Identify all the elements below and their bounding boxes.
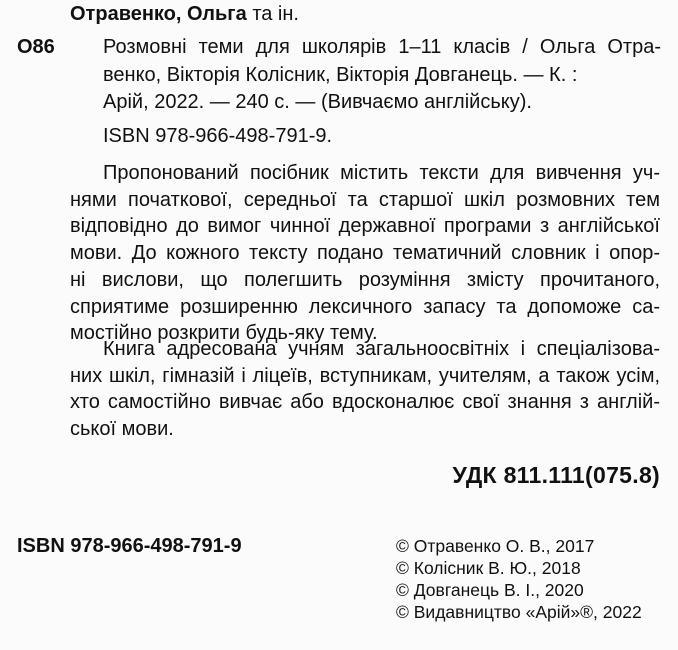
- biblio-isbn: ISBN 978-966-498-791-9.: [103, 124, 333, 147]
- classification-code: О86: [17, 36, 55, 58]
- text-line: відповідно до вимог чинної державної програми з англійської: [70, 215, 660, 238]
- biblio-line: Розмовні теми для школярів 1–11 класів / Ольга Отра-: [103, 36, 661, 58]
- author-suffix: та ін.: [252, 3, 299, 25]
- author-name: Отравенко, Ольга: [70, 3, 247, 25]
- biblio-line: Арій, 2022. — 240 с. — (Вивчаємо англійську).: [103, 91, 532, 113]
- annotation-paragraph-1: [70, 160, 660, 347]
- text-line: ської мови.: [70, 418, 174, 441]
- copyright-line: © Отравенко О. В., 2017: [396, 536, 595, 556]
- udk-code: УДК 811.111(075.8): [452, 462, 660, 488]
- copyright-line: © Довганець В. І., 2020: [396, 580, 584, 600]
- copyright-block: [396, 535, 642, 623]
- annotation-paragraph-2: [70, 336, 660, 443]
- text-line: хто самостійно вивчає або вдосконалює свої знання з англій-: [70, 391, 660, 414]
- author-heading: [70, 2, 299, 26]
- text-line: нями початкової, середньої та старшої шкіл розмовних тем: [70, 188, 660, 211]
- biblio-line: венко, Вікторія Колісник, Вікторія Довганець. — К. :: [103, 63, 578, 86]
- isbn-footer: ISBN 978-966-498-791-9: [17, 535, 242, 557]
- text-line: Книга адресована учням загальноосвітніх і спеціалізова-: [103, 338, 660, 360]
- text-line: мови. До кожного тексту подано тематичний словник і опор-: [70, 242, 660, 265]
- text-line: Пропонований посібник містить тексти для вивчення уч-: [103, 162, 660, 184]
- text-line: них шкіл, гімназій і ліцеїв, вступникам, учителям, а також усім,: [70, 364, 660, 387]
- bibliographic-description: [103, 34, 661, 150]
- copyright-line: © Колісник В. Ю., 2018: [396, 558, 581, 578]
- copyright-line: © Видавництво «Арій»®, 2022: [396, 602, 642, 622]
- text-line: сприятиме розширенню лексичного запасу та допоможе са-: [70, 295, 660, 318]
- text-line: ні вислови, що полегшить розуміння змісту прочитаного,: [70, 268, 660, 291]
- text-line: мостійно розкрити будь-яку тему.: [70, 322, 378, 345]
